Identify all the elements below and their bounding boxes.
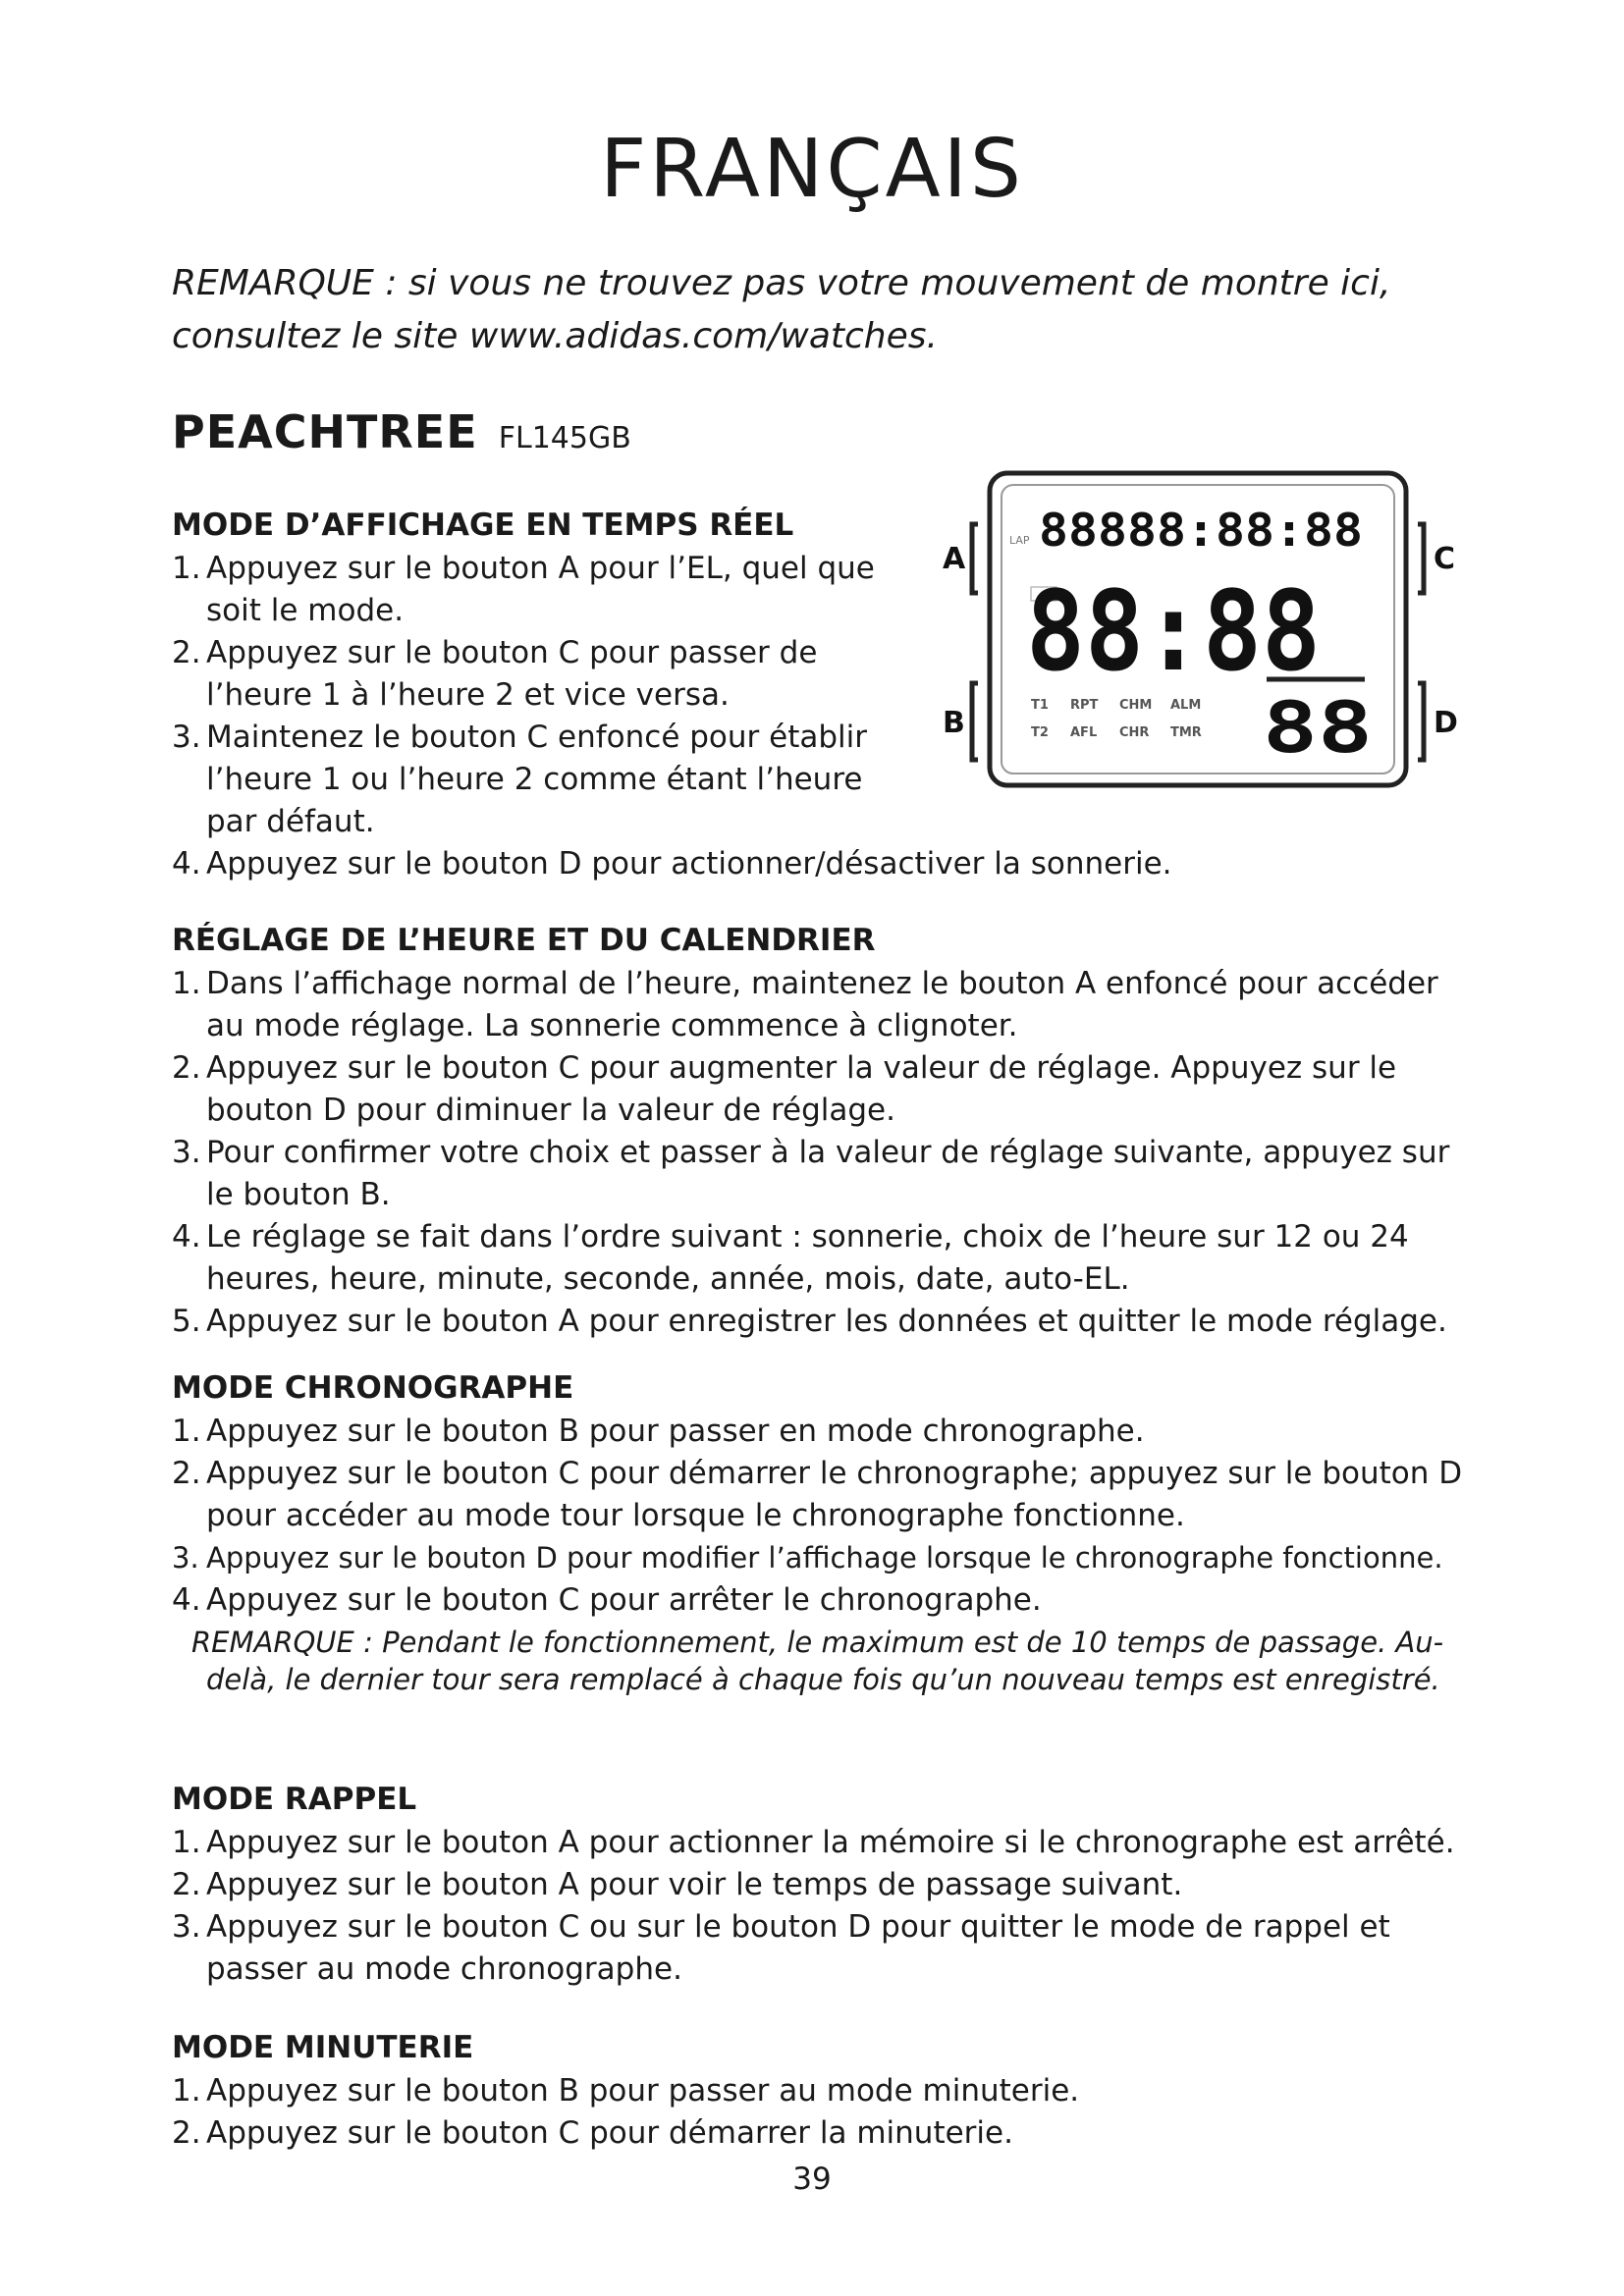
model-code: FL145GB	[498, 421, 631, 455]
indicator-tmr: TMR	[1170, 725, 1202, 740]
list-item: 3. Pour confirmer votre choix et passer à la valeur de réglage suivante, appuyez sur le bouton B.	[172, 1135, 1450, 1212]
section-heading: RÉGLAGE DE L’HEURE ET DU CALENDRIER	[172, 923, 876, 958]
list-item: 2. Appuyez sur le bouton C pour démarrer le chronographe; appuyez sur le bouton D pour accéder au mode tour lorsque le chronographe fonctionne.	[172, 1456, 1463, 1533]
instruction-list	[172, 548, 1478, 885]
lap-indicator: LAP	[1009, 534, 1030, 547]
section-timer-mode	[172, 2025, 1488, 2155]
list-item: 4. Appuyez sur le bouton D pour actionner/désactiver la sonnerie.	[172, 846, 1172, 881]
indicator-afl: AFL	[1070, 725, 1098, 740]
indicator-t1: T1	[1031, 698, 1049, 713]
button-b-label: B	[943, 706, 965, 740]
list-item: 1. Dans l’affichage normal de l’heure, maintenez le bouton A enfoncé pour accéder au mode réglage. La sonnerie commence à clignoter.	[172, 966, 1438, 1043]
list-item: 4. Le réglage se fait dans l’ordre suivant : sonnerie, choix de l’heure sur 12 ou 24 heures, heure, minute, seconde, année, mois, date, auto-EL.	[172, 1219, 1409, 1297]
model-heading	[172, 405, 631, 458]
list-item: 3. Appuyez sur le bouton C ou sur le bouton D pour quitter le mode de rappel et passer au mode chronographe.	[172, 1909, 1390, 1987]
section-recall-mode	[172, 1777, 1488, 1991]
instruction-list	[172, 1822, 1488, 1991]
list-item: 3. Maintenez le bouton C enfoncé pour établir l’heure 1 ou l’heure 2 comme étant l’heure par défaut.	[172, 720, 868, 839]
section-time-calendar-setting	[172, 918, 1478, 1343]
chrono-note: REMARQUE : Pendant le fonctionnement, le maximum est de 10 temps de passage. Au-delà, le dernier tour sera remplacé à chaque fois qu’un nouveau temps est enregistré.	[191, 1626, 1444, 1696]
list-item: 2. Appuyez sur le bouton C pour démarrer la minuterie.	[172, 2115, 1013, 2151]
indicator-rpt: RPT	[1070, 698, 1099, 713]
section-heading: MODE RAPPEL	[172, 1782, 417, 1817]
list-item: 1. Appuyez sur le bouton A pour actionner la mémoire si le chronographe est arrêté.	[172, 1825, 1455, 1860]
model-name: PEACHTREE	[172, 405, 478, 458]
section-chronograph-mode	[172, 1365, 1488, 1698]
indicator-alm: ALM	[1170, 698, 1202, 713]
list-item: 2. Appuyez sur le bouton C pour passer de l’heure 1 à l’heure 2 et vice versa.	[172, 635, 818, 713]
indicator-t2: T2	[1031, 725, 1049, 740]
indicator-chr: CHR	[1119, 725, 1150, 740]
section-heading: MODE D’AFFICHAGE EN TEMPS RÉEL	[172, 507, 794, 543]
button-d-label: D	[1434, 706, 1458, 740]
list-item: 1. Appuyez sur le bouton A pour l’EL, quel que soit le mode.	[172, 551, 875, 628]
list-item: 2. Appuyez sur le bouton C pour augmenter la valeur de réglage. Appuyez sur le bouton D pour diminuer la valeur de réglage.	[172, 1050, 1397, 1128]
list-item: 5. Appuyez sur le bouton A pour enregistrer les données et quitter le mode réglage.	[172, 1304, 1447, 1339]
small-digits: 88	[1263, 686, 1373, 769]
instruction-list	[172, 963, 1478, 1343]
list-item: 2. Appuyez sur le bouton A pour voir le temps de passage suivant.	[172, 1867, 1183, 1902]
page-number: 39	[792, 2162, 832, 2197]
section-heading: MODE CHRONOGRAPHE	[172, 1370, 574, 1406]
list-item: 3. Appuyez sur le bouton D pour modifier l’affichage lorsque le chronographe fonctionne.	[172, 1541, 1443, 1575]
list-item: 1. Appuyez sur le bouton B pour passer en mode chronographe.	[172, 1414, 1145, 1449]
page-title: FRANÇAIS	[600, 123, 1024, 216]
list-item: 4. Appuyez sur le bouton C pour arrêter le chronographe.	[172, 1582, 1042, 1618]
intro-note: REMARQUE : si vous ne trouvez pas votre mouvement de montre ici, consultez le site www.adidas.com/watches.	[172, 263, 1391, 356]
section-heading: MODE MINUTERIE	[172, 2030, 474, 2065]
list-item: 1. Appuyez sur le bouton B pour passer au mode minuterie.	[172, 2073, 1080, 2109]
top-digits: 88888:88:88	[1039, 504, 1363, 557]
button-a-label: A	[943, 542, 966, 576]
instruction-list	[172, 1411, 1488, 1622]
section-real-time-display	[172, 503, 1478, 885]
indicator-chm: CHM	[1119, 698, 1153, 713]
instruction-list	[172, 2070, 1488, 2155]
main-digits: 88:88	[1026, 568, 1321, 696]
button-c-label: C	[1434, 542, 1456, 576]
